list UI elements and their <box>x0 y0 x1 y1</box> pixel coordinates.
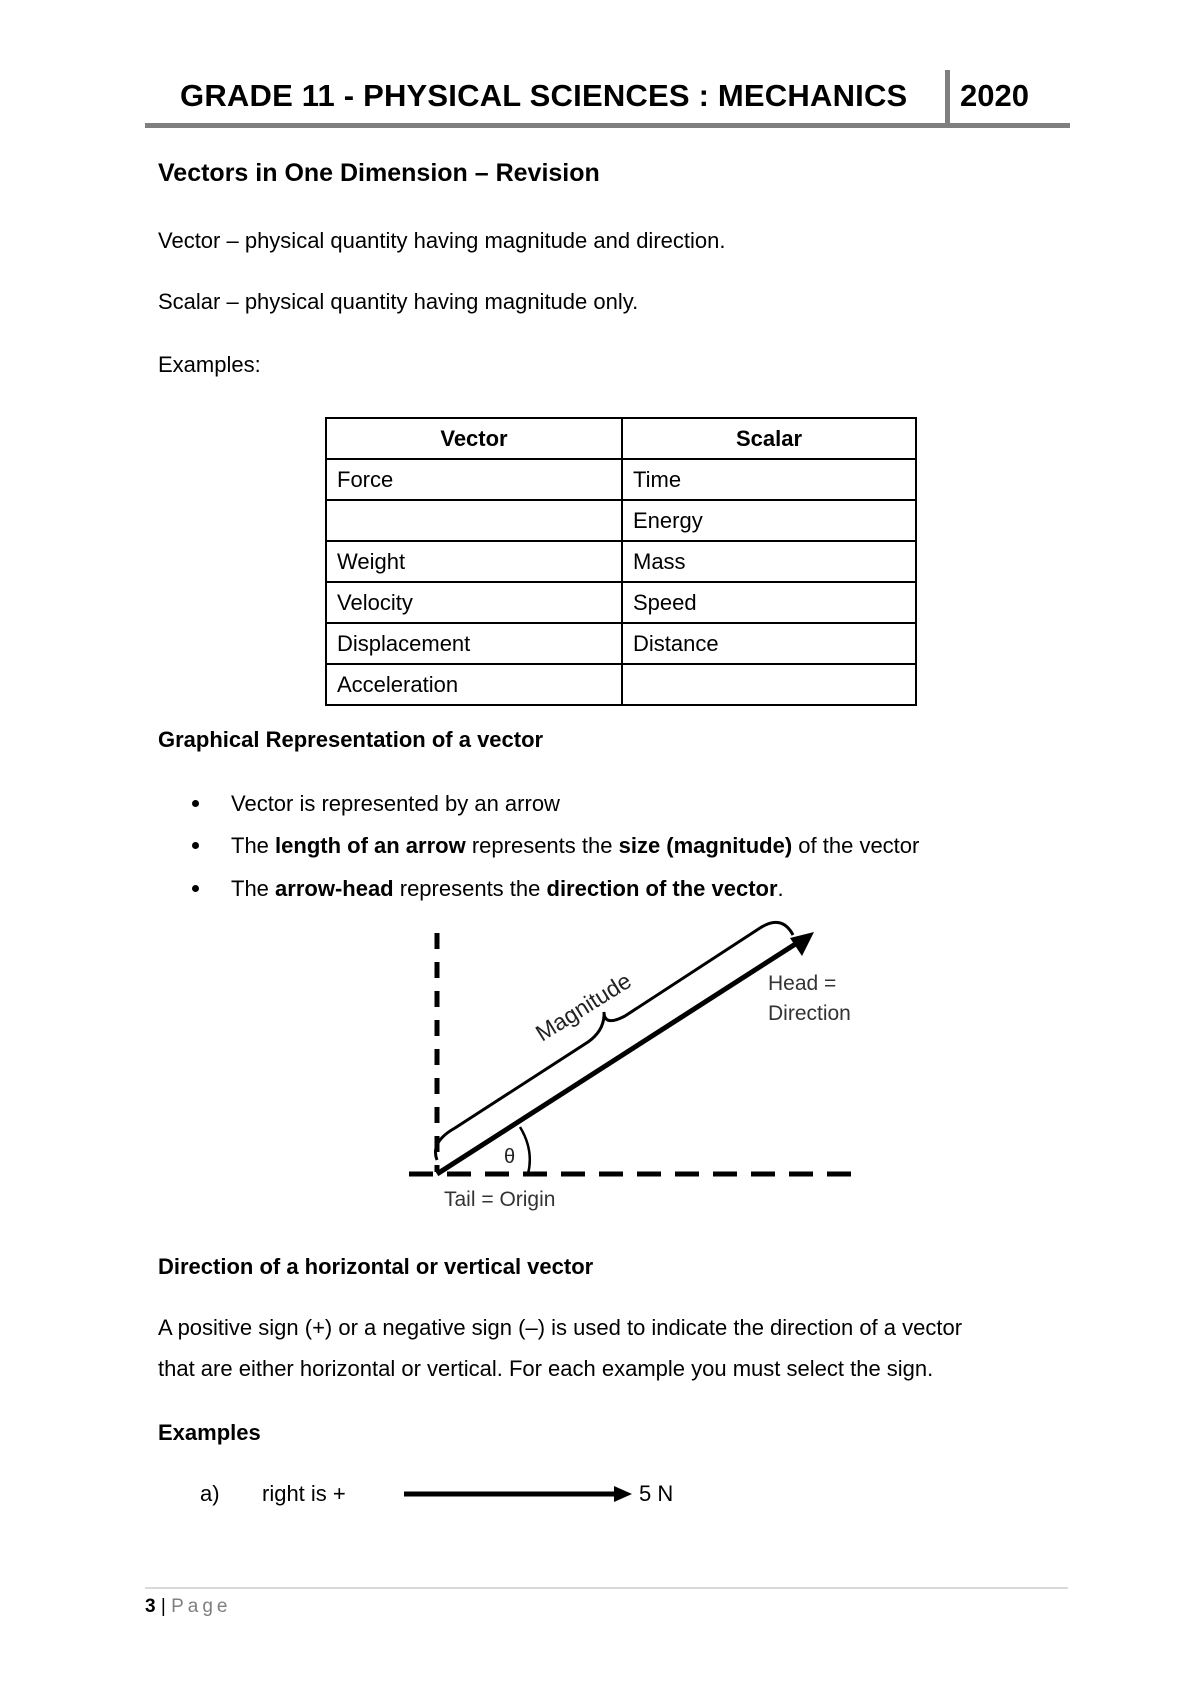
header-year: 2020 <box>960 78 1029 113</box>
header-title: GRADE 11 - PHYSICAL SCIENCES : MECHANICS <box>180 78 908 113</box>
examples-label: Examples: <box>158 352 261 377</box>
angle-arc <box>520 1127 530 1174</box>
scalar-definition: Scalar – physical quantity having magnitude only. <box>158 289 639 314</box>
magnitude-label: Magnitude <box>530 967 636 1047</box>
example-arrowhead <box>614 1486 632 1502</box>
bullet-text-run: The <box>231 876 276 901</box>
example-a-value: 5 N <box>639 1481 674 1506</box>
bullet-text-run: The <box>231 833 276 858</box>
page-number: 3 <box>145 1596 156 1617</box>
section-title: Vectors in One Dimension – Revision <box>158 159 600 187</box>
tail-origin-label: Tail = Origin <box>444 1188 556 1211</box>
bullet-text-run: Vector is represented by an arrow <box>231 791 560 816</box>
example-a-arrow <box>400 1480 640 1510</box>
bullet-text-bold: size (magnitude) <box>618 833 793 858</box>
magnitude-brace <box>435 922 793 1160</box>
table-cell: Time <box>622 459 916 500</box>
footer-rule <box>145 1587 1068 1589</box>
direction-heading: Direction of a horizontal or vertical vector <box>158 1254 594 1279</box>
example-a-text: right is + <box>262 1481 346 1506</box>
bullet-text-run: represents the <box>465 833 619 858</box>
table-cell: Acceleration <box>326 664 622 705</box>
table-cell: Weight <box>326 541 622 582</box>
bullet-text-bold: length of an arrow <box>275 833 466 858</box>
table-cell: Mass <box>622 541 916 582</box>
table-cell: Force <box>326 459 622 500</box>
direction-paragraph-line2: that are either horizontal or vertical. For each example you must select the sign. <box>158 1356 934 1381</box>
direction-paragraph-line1: A positive sign (+) or a negative sign (–) is used to indicate the direction of a vector <box>158 1315 963 1340</box>
table-cell: Displacement <box>326 623 622 664</box>
table-cell: Energy <box>622 500 916 541</box>
head-label-line1: Head = <box>768 972 837 995</box>
graphical-heading: Graphical Representation of a vector <box>158 727 544 752</box>
footer-page-number <box>145 1596 231 1618</box>
examples-heading: Examples <box>158 1420 261 1445</box>
page-separator: | <box>155 1596 172 1617</box>
bullet-text-bold: arrow-head <box>275 876 394 901</box>
bullet-text-bold: direction of the vector <box>546 876 778 901</box>
bullet-text-run: of the vector <box>792 833 920 858</box>
example-a-label: a) <box>200 1481 220 1506</box>
table-header-vector: Vector <box>326 418 622 459</box>
table-cell: Distance <box>622 623 916 664</box>
page-word: Page <box>171 1596 232 1617</box>
bullet-text-run: . <box>777 876 784 901</box>
table-header-scalar: Scalar <box>622 418 916 459</box>
table-cell: Speed <box>622 582 916 623</box>
bullet-text-run: represents the <box>393 876 547 901</box>
angle-theta-label: θ <box>504 1146 516 1168</box>
table-cell: Velocity <box>326 582 622 623</box>
head-label-line2: Direction <box>768 1002 851 1025</box>
vector-definition: Vector – physical quantity having magnitude and direction. <box>158 228 726 253</box>
